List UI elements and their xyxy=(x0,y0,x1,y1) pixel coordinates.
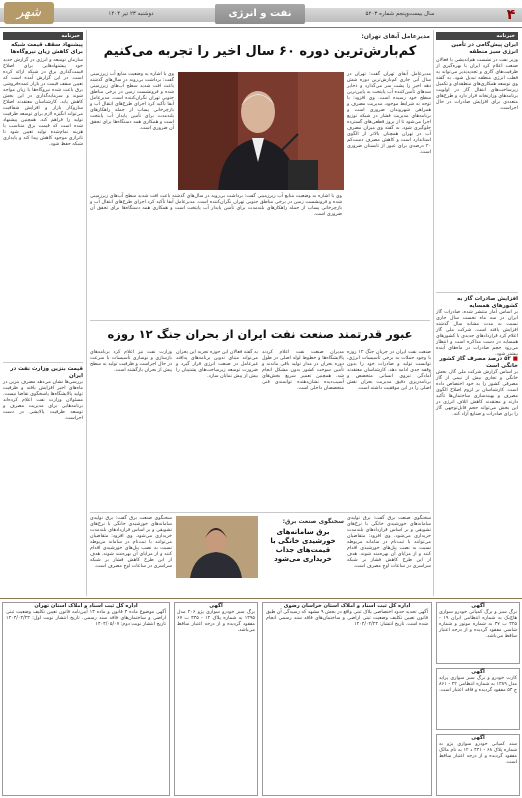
ad-1-body: برگ سبز و برگ کمپانی خودرو سواری هاچ‌بک به شماره انتظامی ایران ۱۹ - ۳۲۵ ب ۴۷ به شماره موتور و شماره شاسی مفقود گردیده و از درجه اعتبار ساقط می‌باشد. xyxy=(439,610,517,639)
solar-story-body: سخنگوی صنعت برق گفت: برق تولیدی سامانه‌های خورشیدی خانگی با نرخ‌های تشویقی و بر اساس قراردادهای بلندمدت خریداری می‌شود. وی افزود: متقاضیان می‌توانند با ثبت‌نام در سامانه مربوطه نسبت به نصب پنل‌های خورشیدی اقدام کنند و از مزایای آن بهره‌مند شوند. هدف از این طرح کاهش فشار بر شبکه سراسری در ساعات اوج مصرف است. xyxy=(347,516,431,569)
solar-story-kicker: سخنگوی صنعت برق: xyxy=(282,518,344,525)
top-story-body-left: وی با اشاره به وضعیت منابع آب زیرزمینی گفت: برداشت بی‌رویه در سال‌های گذشته باعث افت شدید سطح آب‌های زیرزمینی شده و فرونشست زمین در برخی مناطق جنوبی تهران نگران‌کننده است. مدیرعامل آبفا تأکید کرد اجرای طرح‌های انتقال آب و بازچرخانی پساب از جمله راهکارهای بلندمدت برای تأمین پایدار آب پایتخت است و همکاری همه دستگاه‌ها برای تحقق آن ضروری است. xyxy=(90,72,174,131)
solar-story-divider xyxy=(90,512,430,513)
ad-2-title: آگهی xyxy=(471,669,485,675)
ad-5 xyxy=(174,602,258,796)
ad-4-body: آگهی تحدید حدود اختصاصی پلاک ثبتی واقع در بخش ۹ مشهد که رسیدگی آن طبق قانون تعیین تکلیف وضعیت ثبتی اراضی و ساختمان‌های فاقد سند رسمی انجام شده است. تاریخ انتشار: ۱۴۰۴/۰۴/۲۳ xyxy=(266,610,428,627)
ad-3-body: سند کمپانی خودرو سواری پژو به شماره پلاک ۶۸ - ۴۴۱ د ۱۲ به نام مالک مفقود گردیده و از درجه اعتبار ساقط است. xyxy=(439,742,518,765)
spokesman-photo-icon xyxy=(176,516,258,578)
solar-story-photo xyxy=(176,516,258,578)
header-rule xyxy=(0,27,522,28)
ad-3 xyxy=(436,734,520,796)
ad-2-body: کارت خودرو و برگ سبز سواری پراید مدل ۱۳۸۹ به شماره انتظامی ۲۲ - ۸۶۱ ج ۵۳ مفقود گردیده و فاقد اعتبار است. xyxy=(439,676,517,693)
mid-story-headline: عبور قدرتمند صنعت نفت ایران از بحران جنگ ۱۲ روزه xyxy=(107,327,413,341)
left-col-tag: خبرنامه xyxy=(3,32,83,40)
right-col-divider xyxy=(436,292,518,293)
left-col-divider xyxy=(3,362,83,363)
mid-story-body-3: به گفته فعالان این حوزه تجربه این بحران می‌تواند مبنای تدوین برنامه‌های پدافند غیرعامل در صنعت انرژی قرار گیرد و ضرورت توسعه زیرساخت‌های پشتیبان را بیش از پیش نمایان سازد. xyxy=(176,350,258,379)
side-story-body: بر اساس گزارش شرکت ملی گاز، بخش خانگی و تجاری بیش از نیمی از گاز مصرفی کشور را به خود اختصاص داده است. کارشناسان بر لزوم اصلاح الگوی مصرف و بهینه‌سازی ساختمان‌ها تأکید دارند و معتقدند کاهش اتلاف انرژی در این بخش می‌تواند حجم قابل‌توجهی گاز را برای صادرات و صنایع آزاد کند. xyxy=(436,370,518,417)
top-story-kicker: مدیرعامل آبفای تهران: xyxy=(361,33,430,40)
ad-1 xyxy=(436,602,520,664)
left-col-title-2: قیمت بنزین وزارت نفت در ایران xyxy=(10,366,83,379)
top-story-body-continued: وی با اشاره به وضعیت منابع آب زیرزمینی گفت: برداشت بی‌رویه در سال‌های گذشته باعث افت شدید سطح آب‌های زیرزمینی شده و فرونشست زمین در برخی مناطق جنوبی تهران نگران‌کننده است. مدیرعامل آبفا تأکید کرد اجرای طرح‌های انتقال آب و بازچرخانی پساب از جمله راهکارهای بلندمدت برای تأمین پایدار آب پایتخت است و همکاری همه دستگاه‌ها برای تحقق آن ضروری است. xyxy=(90,194,342,217)
top-story-divider xyxy=(90,320,430,321)
solar-story-body-continued: سخنگوی صنعت برق گفت: برق تولیدی سامانه‌های خورشیدی خانگی با نرخ‌های تشویقی و بر اساس قراردادهای بلندمدت خریداری می‌شود. وی افزود: متقاضیان می‌توانند با ثبت‌نام در سامانه مربوطه نسبت به نصب پنل‌های خورشیدی اقدام کنند و از مزایای آن بهره‌مند شوند. هدف از این طرح کاهش فشار بر شبکه سراسری در ساعات اوج مصرف است. xyxy=(90,516,172,569)
ads-rule xyxy=(0,598,522,599)
mid-story-body-4: وزارت نفت نیز اعلام کرد برنامه‌های بازسازی و نوسازی تأسیسات با سرعت در حال اجراست و ظرفیت تولید به سطح پیش از بحران بازگشته است. xyxy=(90,350,172,373)
issue-date: دوشنبه ۲۳ تیر ۱۴۰۴ xyxy=(108,11,154,17)
right-col-rule xyxy=(433,30,434,596)
top-story-body-right: مدیرعامل آبفای تهران گفت: تهران در سال آبی جاری کم‌بارش‌ترین دوره شش دهه اخیر را پشت سر می‌گذارد و ذخایر سدهای تأمین‌کننده آب پایتخت به پایین‌ترین سطح خود رسیده است. وی افزود: با توجه به شرایط موجود، مدیریت مصرف و همراهی شهروندان ضروری است و برنامه‌های مدیریت فشار در شبکه توزیع اجرا می‌شود تا از بروز قطعی‌های گسترده جلوگیری شود. به گفته وی میزان مصرف آب در تهران همچنان بالاتر از الگوی استاندارد است و کاهش مصرف دست‌کم ۲۰ درصدی برای عبور از تابستان ضروری است. xyxy=(347,72,431,155)
ad-6 xyxy=(2,602,170,796)
left-col-body-2: بررسی‌ها نشان می‌دهد مصرف بنزین در ماه‌های اخیر افزایش یافته و ظرفیت تولید پالایشگاه‌ها پاسخگوی تقاضا نیست. مسئولان وزارت نفت اعلام کرده‌اند برنامه‌هایی برای مدیریت مصرف و توسعه ظرفیت پالایشی در دست اجراست. xyxy=(3,380,83,421)
side-story-title-text: ۵۲ درصد مصرف گاز کشور خانگی است xyxy=(439,356,518,369)
speaker-photo-icon xyxy=(178,72,344,190)
ad-4-title: اداره کل ثبت اسناد و املاک استان خراسان رضوی xyxy=(283,603,411,609)
mid-story-body-1: صنعت نفت ایران در جریان جنگ ۱۲ روزه با وجود حملات به برخی تأسیسات انرژی، توانست تولید و صادرات خود را بدون وقفه جدی ادامه دهد. کارشناسان معتقدند آمادگی نیروی انسانی متخصص و برنامه‌ریزی دقیق مدیریت بحران نقش اصلی را در این موفقیت داشته است. xyxy=(347,350,431,391)
side-story-title xyxy=(436,356,518,370)
right-col-tag: خبرنامه xyxy=(436,32,518,40)
mid-story-body-2: مدیران صنعت نفت اعلام کردند پالایشگاه‌ها و خطوط لوله اصلی در طول دوره بحران در مدار تولید باقی ماندند و تأمین سوخت کشور بدون مشکل انجام شد. همچنین تعمیر سریع بخش‌های آسیب‌دیده نشان‌دهنده توانمندی فنی متخصصان داخلی است. xyxy=(262,350,344,391)
newspaper-logo: شهر xyxy=(4,2,54,24)
solar-story-headline: برق سامانه‌های خورشیدی خانگی با قیمت‌های جذاب خریداری می‌شود xyxy=(270,528,336,563)
ad-6-title: اداره کل ثبت اسناد و املاک استان تهران xyxy=(34,603,138,609)
top-story-headline: کم‌بارش‌ترین دوره ۶۰ سال اخیر را تجربه می‌کنیم xyxy=(103,44,417,59)
ad-5-title: آگهی xyxy=(209,603,223,609)
left-col-body-1: سازمان توسعه و انرژی در گزارش جدید خود پیشنهادهایی برای اصلاح قیمت‌گذاری برق در شبکه ارائه کرده است. در این گزارش آمده است که تعیین سقف قیمت در بازار عمده‌فروشی برق باعث شده نیروگاه‌ها با زیان مواجه شوند و سرمایه‌گذاری در این بخش کاهش یابد. کارشناسان معتقدند اصلاح سازوکار بازار و افزایش شفافیت می‌تواند انگیزه لازم برای توسعه ظرفیت تولید را فراهم کند. همچنین پیشنهاد شده است که قیمت برق متناسب با هزینه تمام‌شده تولید تعیین شود تا ناترازی موجود کاهش پیدا کند و پایداری شبکه حفظ شود. xyxy=(3,58,83,147)
section-title: نفت و انرژی xyxy=(215,4,305,24)
issue-number: سال بیست‌وپنجم شماره ۵۲۰۳ xyxy=(365,11,435,17)
bullet-icon: ■ xyxy=(510,356,518,362)
page-number: ۴ xyxy=(506,7,516,23)
right-col-body-1: وزیر نفت در نشست هم‌اندیشی با فعالان صنعت اعلام کرد ایران با بهره‌گیری از ظرفیت‌های گازی و تجدیدپذیر می‌تواند به قطب انرژی منطقه تبدیل شود. به گفته وی توسعه همکاری‌های منطقه‌ای و تکمیل زیرساخت‌های انتقال گاز در اولویت برنامه‌های وزارتخانه قرار دارد و طرح‌های متعددی برای افزایش صادرات در حال اجراست. xyxy=(436,58,518,111)
ad-6-body: آگهی موضوع ماده ۳ قانون و ماده ۱۳ آیین‌نامه قانون تعیین تکلیف وضعیت ثبتی اراضی و ساختمان‌های فاقد سند رسمی. تاریخ انتشار نوبت اول: ۱۴۰۴/۰۴/۲۳ تاریخ انتشار نوبت دوم: ۱۴۰۴/۰۵/۰۷ xyxy=(6,610,167,627)
right-col-title-2: افزایش صادرات گاز به کشورهای همسایه xyxy=(457,296,518,309)
top-story-photo xyxy=(178,72,344,190)
ad-5-body: برگ سبز خودرو سواری پژو ۲۰۶ مدل ۱۳۹۵ به شماره پلاک ۱۲ - ۳۴۵ ب ۶۷ مفقود گردیده و از درجه اعتبار ساقط می‌باشد. xyxy=(177,610,255,633)
ad-4 xyxy=(262,602,432,796)
ad-3-title: آگهی xyxy=(471,735,485,741)
left-col-title-1: پیشنهاد سقف قیمت شبکه برای کاهش زیان نیروگاه‌ها xyxy=(10,42,83,55)
right-col-body-2: بر اساس آمار منتشر شده، صادرات گاز ایران در سه ماه نخست سال جاری نسبت به مدت مشابه سال گذشته افزایش یافته است. شرکت ملی گاز اعلام کرد قراردادهای جدیدی با کشورهای همسایه در دست مذاکره است و انتظار می‌رود حجم صادرات در ماه‌های آینده بیشتر شود. xyxy=(436,310,518,357)
left-col-rule xyxy=(86,30,87,596)
right-col-title-1: ایران پیش‌گامی در تأمین انرژی سبز منطقه xyxy=(451,42,518,55)
ad-2 xyxy=(436,668,520,730)
ad-1-title: آگهی xyxy=(471,603,485,609)
